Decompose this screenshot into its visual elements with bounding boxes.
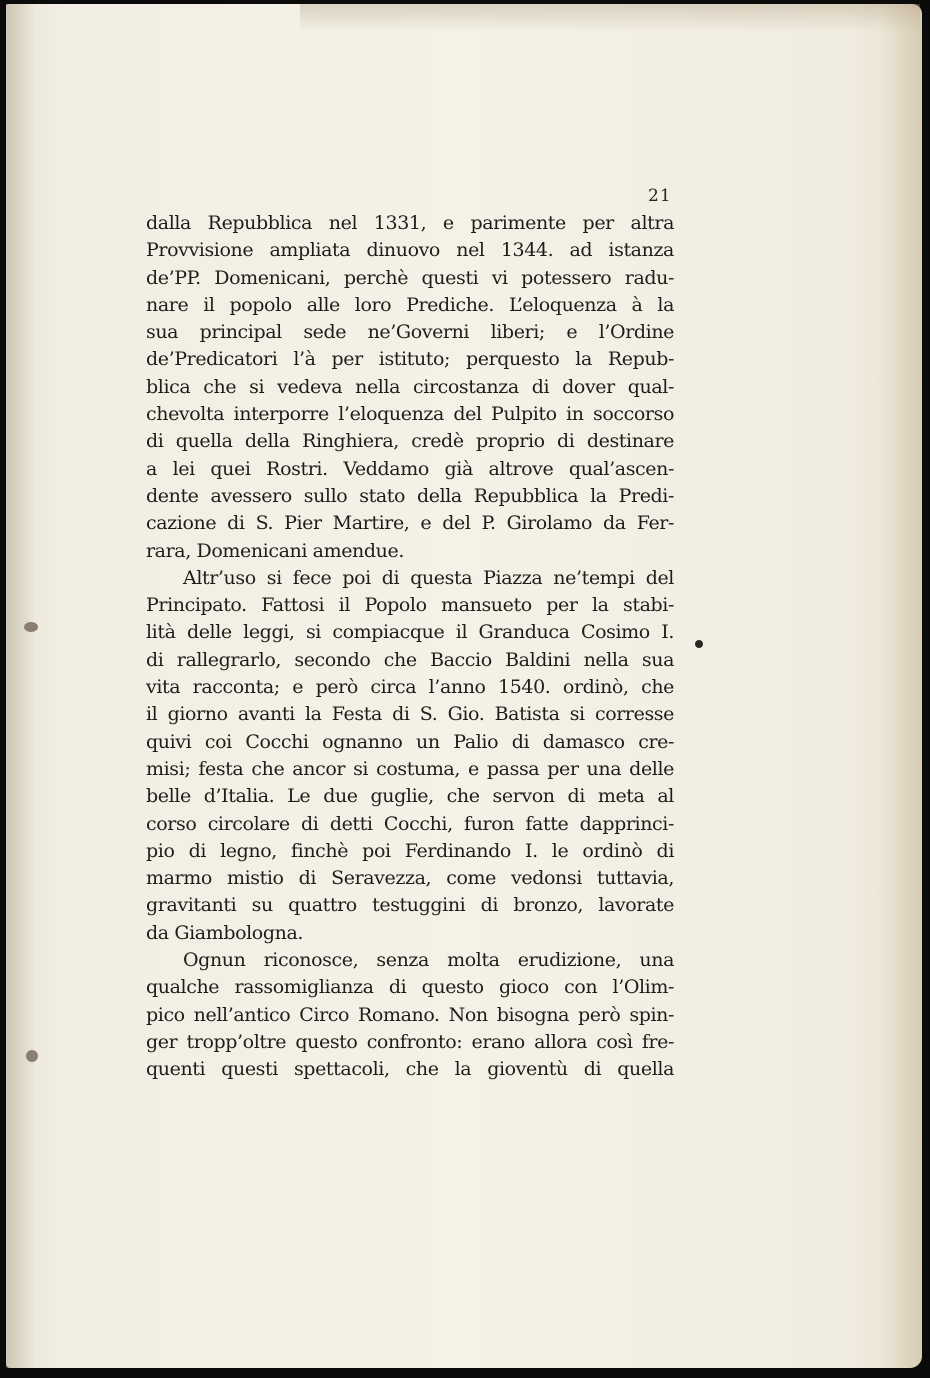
text-line: qualche rassomiglianza di questo gioco con l’Olim- bbox=[146, 976, 674, 999]
binding-hole bbox=[26, 1050, 38, 1062]
text-line: dente avessero sullo stato della Repubblica la Predi- bbox=[146, 484, 674, 507]
text-line: corso circolare di detti Cocchi, furon fatte dapprinci- bbox=[146, 812, 674, 835]
text-line: rara, Domenicani amendue. bbox=[146, 539, 404, 562]
ink-spot bbox=[695, 640, 703, 648]
text-line: dalla Repubblica nel 1331, e parimente per altra bbox=[146, 212, 674, 234]
text-line: pico nell’antico Circo Romano. Non bisogna però spin- bbox=[146, 1003, 674, 1026]
body-text bbox=[146, 210, 674, 1084]
text-line: sua principal sede ne’Governi liberi; e l’Ordine bbox=[146, 321, 674, 344]
text-line: nare il popolo alle loro Prediche. L’eloquenza à la bbox=[146, 293, 674, 316]
page-edge-shading bbox=[882, 4, 922, 1368]
top-edge-shading bbox=[300, 4, 920, 32]
text-line: chevolta interporre l’eloquenza del Pulpito in soccorso bbox=[146, 403, 674, 426]
text-line: Principato. Fattosi il Popolo mansueto per la stabi- bbox=[146, 594, 674, 617]
text-line: de’PP. Domenicani, perchè questi vi potessero radu- bbox=[146, 266, 674, 289]
page-number: 21 bbox=[648, 186, 672, 206]
text-line: de’Predicatori l’à per istituto; perquesto la Repub- bbox=[146, 348, 674, 371]
text-line: misi; festa che ancor si costuma, e passa per una delle bbox=[146, 757, 674, 780]
gutter-shadow bbox=[6, 4, 36, 1368]
text-line: quivi coi Cocchi ognanno un Palio di damasco cre- bbox=[146, 730, 674, 753]
text-line: a lei quei Rostri. Veddamo già altrove qual’ascen- bbox=[146, 457, 674, 480]
text-line: cazione di S. Pier Martire, e del P. Girolamo da Fer- bbox=[146, 512, 674, 535]
text-line: di rallegrarlo, secondo che Baccio Baldini nella sua bbox=[146, 648, 674, 671]
text-line: vita racconta; e però circa l’anno 1540. ordinò, che bbox=[146, 676, 674, 699]
text-line: Altr’uso si fece poi di questa Piazza ne’tempi del bbox=[183, 566, 674, 589]
text-line: Provvisione ampliata dinuovo nel 1344. ad istanza bbox=[146, 239, 674, 262]
text-line: marmo mistio di Seravezza, come vedonsi tuttavia, bbox=[146, 867, 674, 890]
text-line: Ognun riconosce, senza molta erudizione, una bbox=[183, 949, 674, 972]
text-line: gravitanti su quattro testuggini di bronzo, lavorate bbox=[146, 894, 674, 917]
text-line: di quella della Ringhiera, credè proprio di destinare bbox=[146, 430, 674, 453]
text-line: belle d’Italia. Le due guglie, che servon di meta al bbox=[146, 785, 674, 808]
text-line: lità delle leggi, si compiacque il Granduca Cosimo I. bbox=[146, 621, 674, 644]
text-line: ger tropp’oltre questo confronto: erano allora così fre- bbox=[146, 1030, 674, 1053]
text-line: il giorno avanti la Festa di S. Gio. Batista si corresse bbox=[146, 703, 674, 726]
text-line: pio di legno, finchè poi Ferdinando I. le ordinò di bbox=[146, 839, 674, 862]
text-line: quenti questi spettacoli, che la gioventù di quella bbox=[146, 1058, 674, 1081]
text-line: blica che si vedeva nella circostanza di dover qual- bbox=[146, 375, 674, 398]
text-line: da Giambologna. bbox=[146, 921, 304, 944]
binding-hole bbox=[24, 622, 38, 632]
